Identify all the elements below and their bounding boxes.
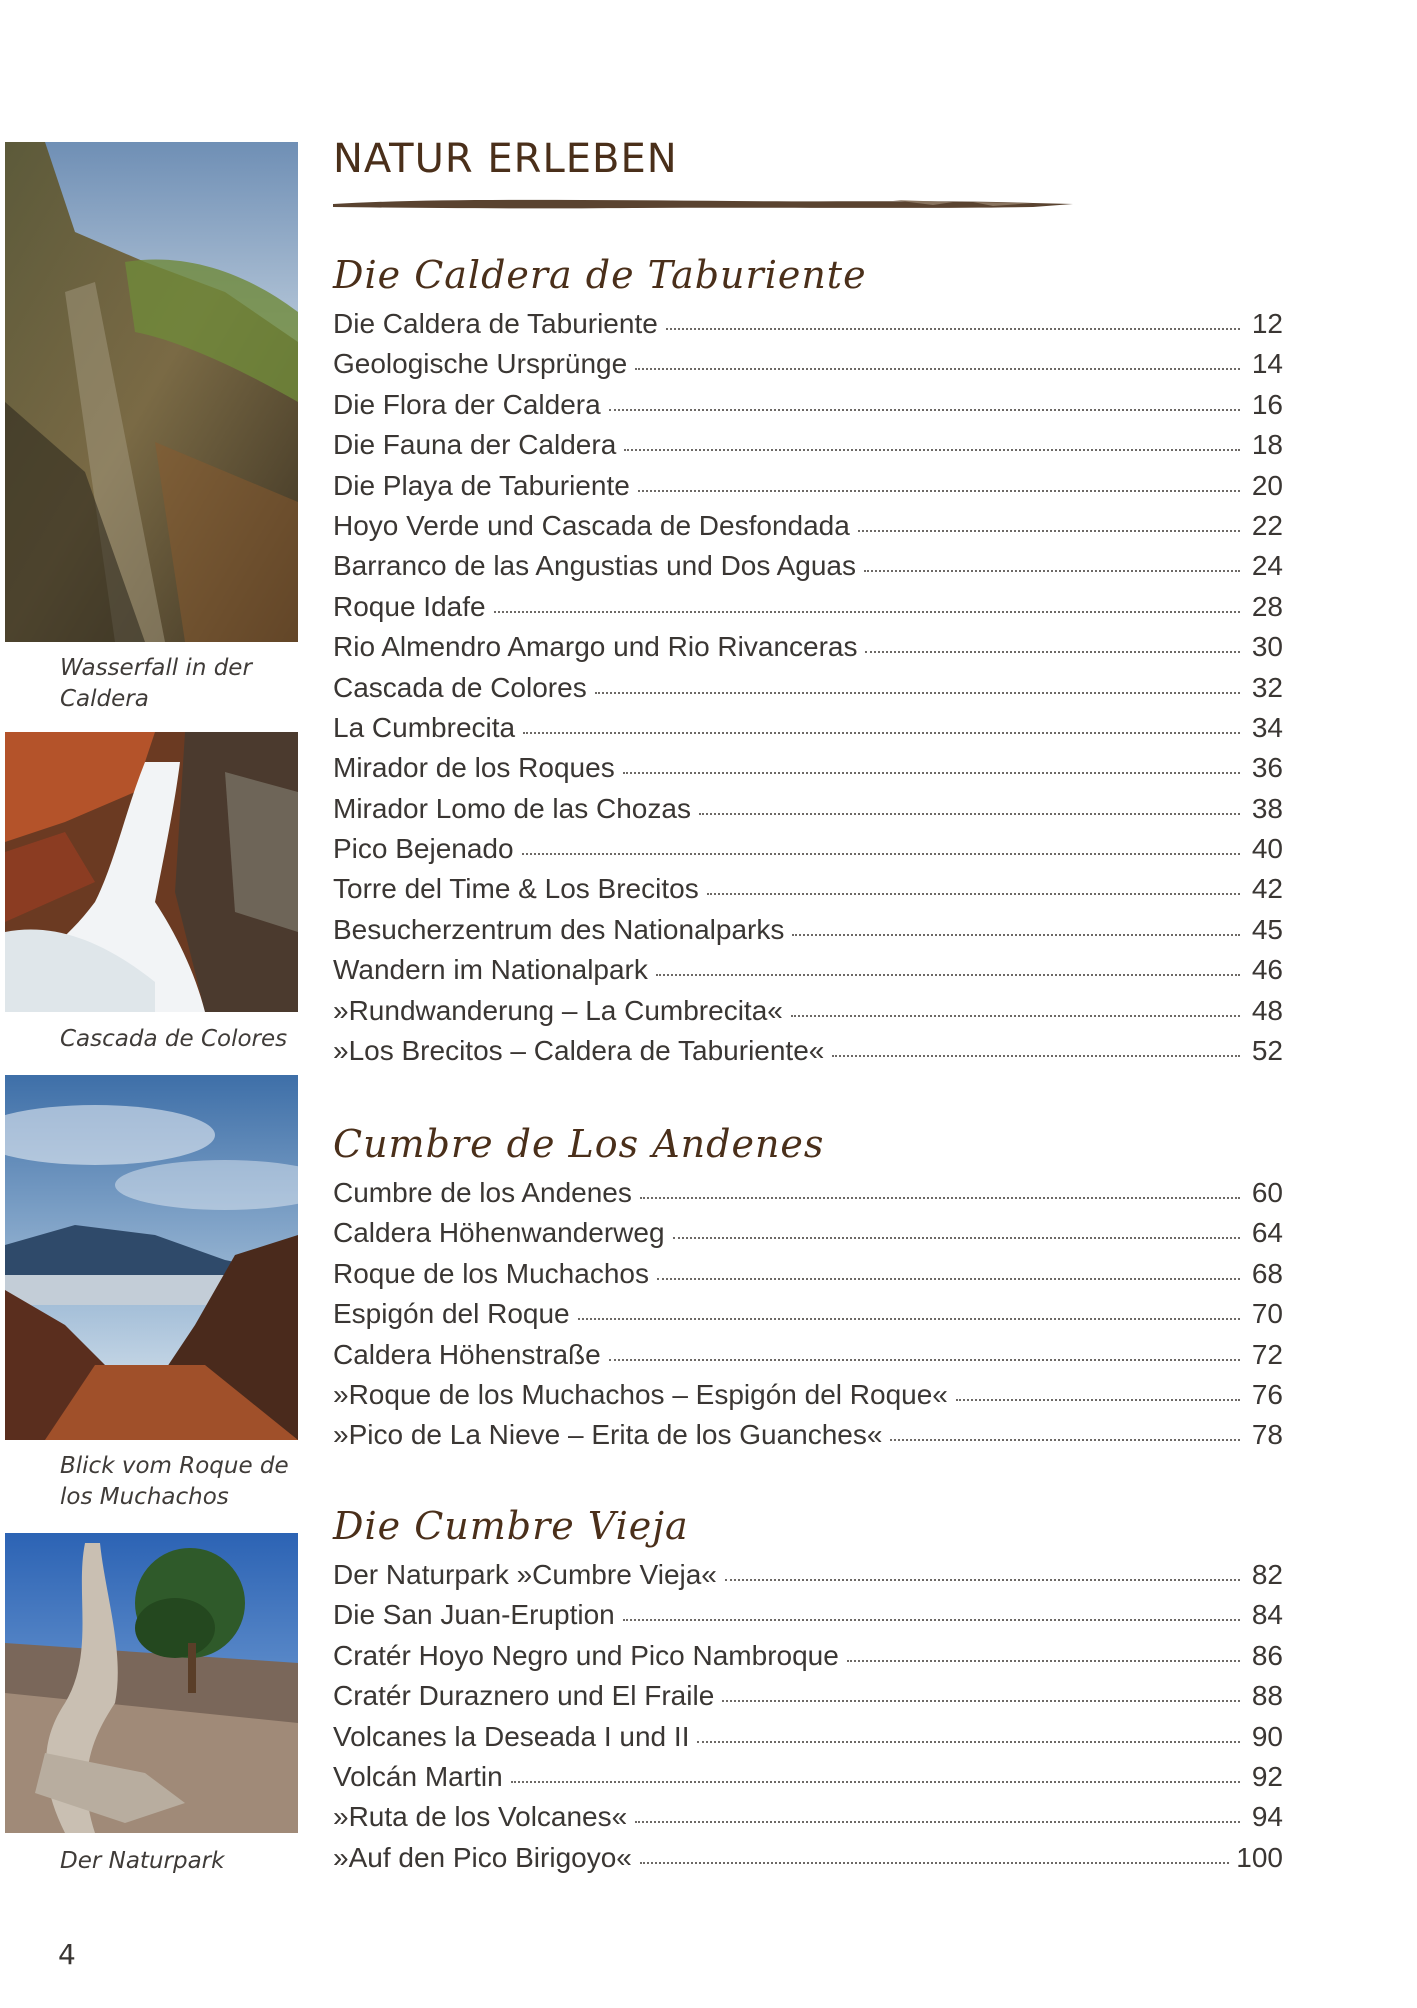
toc-entry[interactable] — [333, 1761, 1283, 1801]
toc-entry[interactable] — [333, 631, 1283, 671]
toc-dot-leader — [657, 1278, 1240, 1280]
toc-entry-title: Besucherzentrum des Nationalparks — [333, 913, 785, 945]
toc-entry-page: 92 — [1251, 1760, 1283, 1792]
toc-entry-page: 24 — [1251, 550, 1283, 582]
toc-entry-title: Hoyo Verde und Cascada de Desfondada — [333, 509, 850, 541]
photo-caption: Blick vom Roque de los Muchachos — [60, 1453, 289, 1510]
toc-dot-leader — [624, 449, 1240, 451]
page-number: 4 — [58, 1938, 76, 1971]
toc-entry-page: 84 — [1251, 1599, 1283, 1631]
brush-stroke-divider — [333, 194, 1073, 214]
toc-dot-leader — [656, 974, 1240, 976]
toc-entry-page: 52 — [1251, 1035, 1283, 1067]
toc-entry[interactable] — [333, 1680, 1283, 1720]
toc-entry-title: Caldera Höhenwanderweg — [333, 1217, 665, 1249]
toc-entry-title: »Los Brecitos – Caldera de Taburiente« — [333, 1035, 825, 1067]
section-title: Cumbre de Los Andenes — [333, 1122, 825, 1166]
toc-dot-leader — [635, 1821, 1240, 1823]
toc-dot-leader — [864, 570, 1240, 572]
toc-entry-page: 40 — [1251, 833, 1283, 865]
toc-entry[interactable] — [333, 995, 1283, 1035]
toc-entry-title: »Rundwanderung – La Cumbrecita« — [333, 994, 783, 1026]
toc-entry[interactable] — [333, 712, 1283, 752]
toc-entry[interactable] — [333, 833, 1283, 873]
toc-entry[interactable] — [333, 1379, 1283, 1419]
toc-dot-leader — [578, 1318, 1240, 1320]
toc-dot-leader — [638, 490, 1240, 492]
toc-entry-page: 32 — [1251, 671, 1283, 703]
toc-entry[interactable] — [333, 308, 1283, 348]
photo-caption: Der Naturpark — [60, 1848, 225, 1874]
toc-entry-title: Der Naturpark »Cumbre Vieja« — [333, 1559, 717, 1590]
toc-entry-title: Cascada de Colores — [333, 671, 587, 703]
pine-tree-photo — [5, 1533, 298, 1833]
toc-entry-title: Rio Almendro Amargo und Rio Rivanceras — [333, 631, 858, 663]
toc-entry-title: Barranco de las Angustias und Dos Aguas — [333, 550, 857, 582]
toc-entry[interactable] — [333, 1640, 1283, 1680]
toc-entry-title: »Pico de La Nieve – Erita de los Guanches« — [333, 1419, 883, 1451]
toc-list — [333, 1177, 1283, 1460]
toc-entry-title: Torre del Time & Los Brecitos — [333, 873, 699, 905]
toc-entry-title: Die Flora der Caldera — [333, 388, 601, 420]
toc-entry-page: 68 — [1251, 1257, 1283, 1289]
waterfall-rock-photo — [5, 142, 298, 642]
toc-entry-page: 20 — [1251, 469, 1283, 501]
photo-column — [0, 0, 300, 2008]
toc-dot-leader — [722, 1700, 1240, 1702]
toc-entry-title: Roque de los Muchachos — [333, 1257, 649, 1289]
toc-entry[interactable] — [333, 1842, 1283, 1882]
toc-dot-leader — [522, 853, 1240, 855]
toc-dot-leader — [697, 1741, 1240, 1743]
toc-entry[interactable] — [333, 1258, 1283, 1298]
toc-dot-leader — [623, 1619, 1240, 1621]
toc-dot-leader — [511, 1781, 1240, 1783]
toc-entry-title: »Ruta de los Volcanes« — [333, 1801, 628, 1833]
toc-dot-leader — [635, 368, 1240, 370]
toc-entry[interactable] — [333, 510, 1283, 550]
toc-entry-page: 90 — [1251, 1720, 1283, 1752]
toc-entry[interactable] — [333, 752, 1283, 792]
toc-list — [333, 1559, 1283, 1882]
toc-entry-page: 60 — [1251, 1177, 1283, 1208]
toc-dot-leader — [956, 1399, 1240, 1401]
photo-caption: Cascada de Colores — [60, 1026, 288, 1052]
toc-entry[interactable] — [333, 470, 1283, 510]
toc-entry-page: 86 — [1251, 1639, 1283, 1671]
toc-entry-title: Cratér Hoyo Negro und Pico Nambroque — [333, 1639, 839, 1671]
toc-entry-page: 48 — [1251, 994, 1283, 1026]
toc-dot-leader — [725, 1579, 1240, 1581]
toc-dot-leader — [707, 893, 1240, 895]
toc-dot-leader — [494, 611, 1240, 613]
toc-entry-page: 64 — [1251, 1217, 1283, 1249]
toc-entry-page: 22 — [1251, 509, 1283, 541]
toc-entry-page: 16 — [1251, 388, 1283, 420]
toc-entry[interactable] — [333, 1177, 1283, 1217]
toc-entry-page: 30 — [1251, 631, 1283, 663]
toc-dot-leader — [699, 813, 1240, 815]
toc-entry-title: Cumbre de los Andenes — [333, 1177, 632, 1208]
section-title: Die Caldera de Taburiente — [333, 253, 867, 297]
toc-entry-title: Pico Bejenado — [333, 833, 514, 865]
toc-entry-page: 70 — [1251, 1298, 1283, 1330]
toc-entry-title: Mirador de los Roques — [333, 752, 615, 784]
toc-entry[interactable] — [333, 672, 1283, 712]
toc-entry[interactable] — [333, 1339, 1283, 1379]
toc-entry-page: 12 — [1251, 308, 1283, 339]
toc-entry-title: »Auf den Pico Birigoyo« — [333, 1841, 632, 1873]
section-title: Die Cumbre Vieja — [333, 1504, 689, 1548]
toc-entry-page: 46 — [1251, 954, 1283, 986]
toc-dot-leader — [609, 409, 1240, 411]
toc-dot-leader — [523, 732, 1240, 734]
toc-entry[interactable] — [333, 1599, 1283, 1639]
toc-entry[interactable] — [333, 793, 1283, 833]
mountain-view-photo — [5, 1075, 298, 1440]
toc-entry-title: Die Fauna der Caldera — [333, 429, 617, 461]
toc-entry-page: 28 — [1251, 590, 1283, 622]
toc-entry-title: Geologische Ursprünge — [333, 348, 628, 380]
toc-entry[interactable] — [333, 389, 1283, 429]
toc-entry-page: 100 — [1236, 1841, 1283, 1873]
toc-dot-leader — [623, 772, 1240, 774]
toc-entry-title: Die Caldera de Taburiente — [333, 308, 658, 339]
toc-dot-leader — [858, 530, 1240, 532]
toc-entry-title: Die Playa de Taburiente — [333, 469, 630, 501]
toc-entry[interactable] — [333, 873, 1283, 913]
toc-entry[interactable] — [333, 1035, 1283, 1075]
toc-entry[interactable] — [333, 954, 1283, 994]
toc-entry-page: 18 — [1251, 429, 1283, 461]
toc-entry-title: Mirador Lomo de las Chozas — [333, 792, 691, 824]
toc-entry-title: La Cumbrecita — [333, 711, 516, 743]
toc-entry-title: Cratér Duraznero und El Fraile — [333, 1680, 715, 1712]
toc-dot-leader — [847, 1660, 1240, 1662]
toc-entry[interactable] — [333, 1801, 1283, 1841]
toc-dot-leader — [792, 934, 1240, 936]
toc-entry[interactable] — [333, 1298, 1283, 1338]
toc-entry-page: 42 — [1251, 873, 1283, 905]
toc-entry-page: 82 — [1251, 1559, 1283, 1590]
toc-entry[interactable] — [333, 1559, 1283, 1599]
toc-entry-title: Wandern im Nationalpark — [333, 954, 648, 986]
toc-entry-page: 36 — [1251, 752, 1283, 784]
toc-entry-page: 88 — [1251, 1680, 1283, 1712]
toc-entry-page: 14 — [1251, 348, 1283, 380]
toc-dot-leader — [673, 1237, 1240, 1239]
toc-entry-title: Die San Juan-Eruption — [333, 1599, 615, 1631]
toc-entry[interactable] — [333, 348, 1283, 388]
toc-entry-page: 38 — [1251, 792, 1283, 824]
toc-entry-title: Roque Idafe — [333, 590, 486, 622]
toc-entry-title: Caldera Höhenstraße — [333, 1338, 601, 1370]
toc-dot-leader — [791, 1015, 1240, 1017]
toc-entry-title: Volcanes la Deseada I und II — [333, 1720, 690, 1752]
toc-dot-leader — [666, 328, 1240, 330]
toc-entry[interactable] — [333, 1721, 1283, 1761]
toc-entry[interactable] — [333, 1419, 1283, 1459]
toc-entry[interactable] — [333, 591, 1283, 631]
toc-entry-title: Volcán Martin — [333, 1760, 503, 1792]
photo-caption: Wasserfall in der Caldera — [60, 655, 252, 712]
toc-dot-leader — [865, 651, 1240, 653]
toc-dot-leader — [609, 1359, 1240, 1361]
toc-dot-leader — [640, 1862, 1229, 1864]
toc-entry-title: Espigón del Roque — [333, 1298, 570, 1330]
toc-dot-leader — [640, 1197, 1240, 1199]
toc-entry-page: 72 — [1251, 1338, 1283, 1370]
toc-entry[interactable] — [333, 429, 1283, 469]
toc-dot-leader — [832, 1055, 1240, 1057]
toc-dot-leader — [595, 692, 1240, 694]
toc-entry-title: »Roque de los Muchachos – Espigón del Roque« — [333, 1378, 948, 1410]
toc-entry-page: 76 — [1251, 1378, 1283, 1410]
toc-entry[interactable] — [333, 550, 1283, 590]
toc-list — [333, 308, 1283, 1075]
page-title: NATUR ERLEBEN — [333, 136, 678, 182]
toc-entry-page: 78 — [1251, 1419, 1283, 1451]
cascade-photo — [5, 732, 298, 1012]
toc-entry[interactable] — [333, 1217, 1283, 1257]
toc-entry-page: 94 — [1251, 1801, 1283, 1833]
toc-dot-leader — [890, 1439, 1240, 1441]
toc-entry-page: 34 — [1251, 711, 1283, 743]
toc-entry-page: 45 — [1251, 913, 1283, 945]
toc-entry[interactable] — [333, 914, 1283, 954]
